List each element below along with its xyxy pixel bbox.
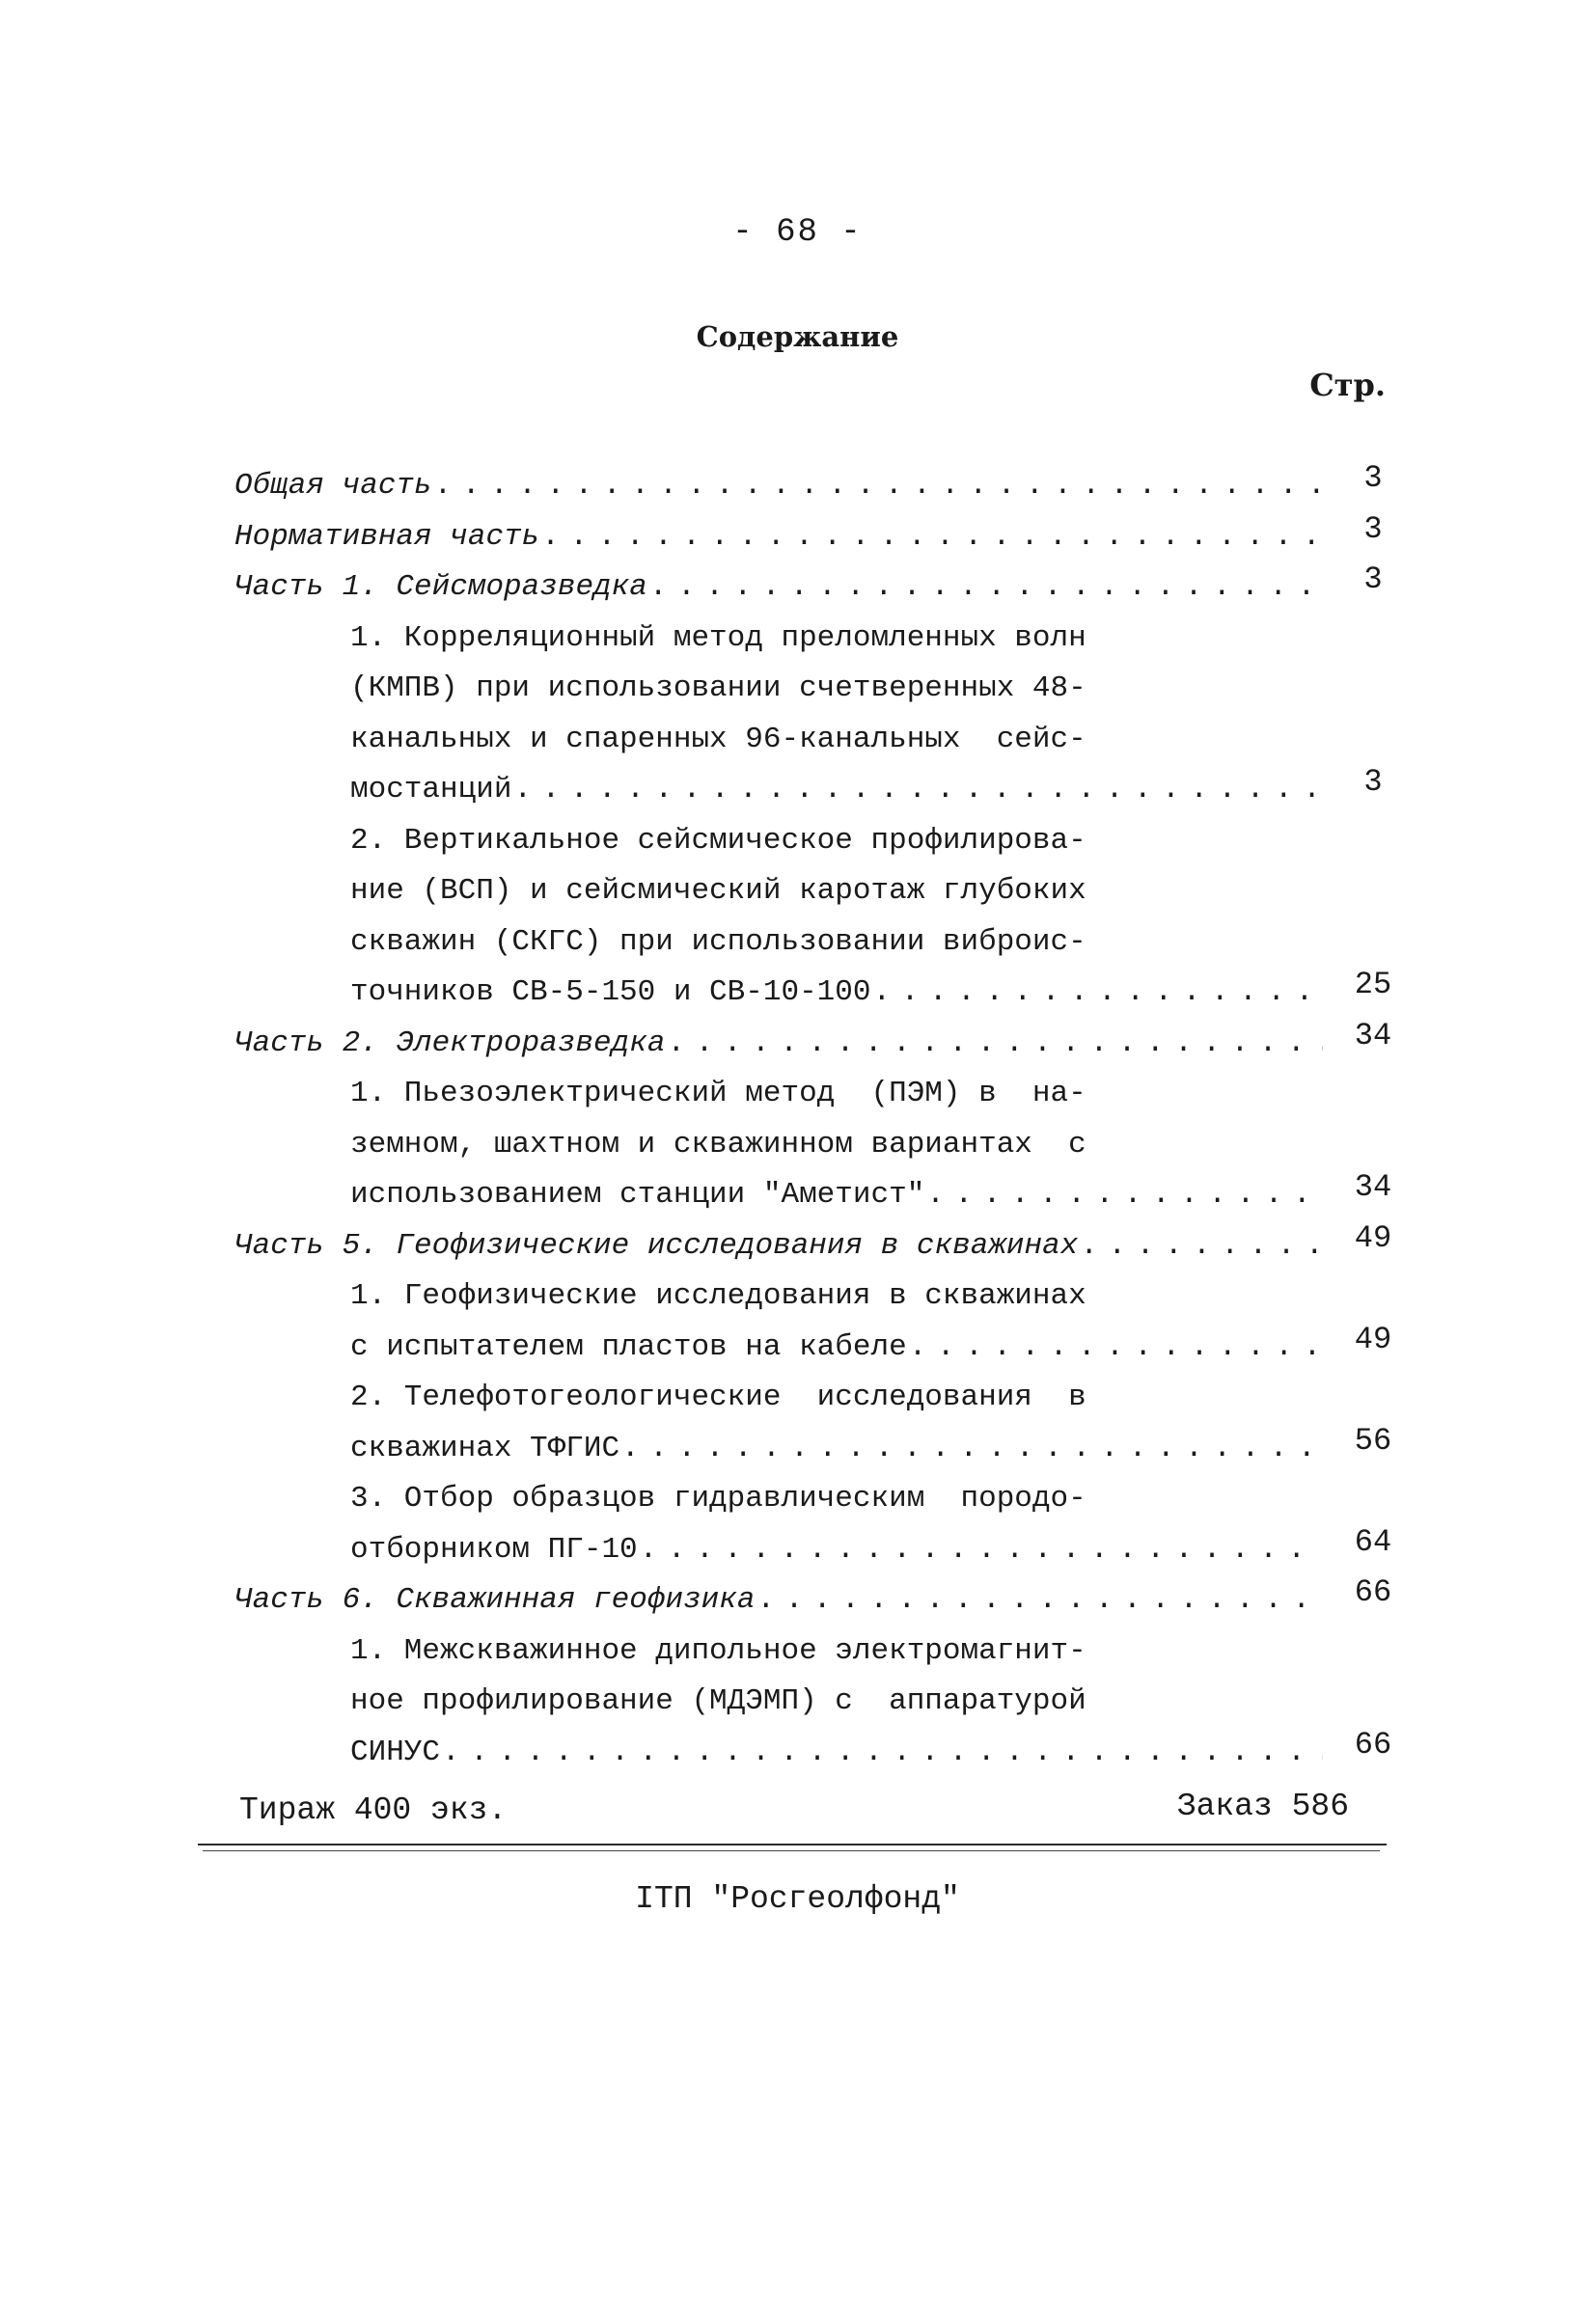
toc-dot-leader bbox=[640, 1525, 1323, 1576]
toc-line-text: Нормативная часть bbox=[234, 519, 540, 554]
toc-page-number: 3 bbox=[1363, 460, 1383, 496]
toc-line-text: 1. Корреляционный метод преломленных волн bbox=[350, 620, 1086, 655]
toc-part-row bbox=[234, 512, 1402, 563]
toc-item-row bbox=[234, 715, 1402, 766]
toc-line-text: с испытателем пластов на кабеле bbox=[350, 1329, 907, 1364]
toc-dot-leader bbox=[667, 1019, 1323, 1070]
toc-dot-leader bbox=[1080, 1221, 1323, 1272]
toc-line-text: Часть 5. Геофизические исследования в скважинах bbox=[234, 1228, 1079, 1263]
toc-line-text: 1. Пьезоэлектрический метод (ПЭМ) в на- bbox=[350, 1077, 1086, 1110]
toc-page-number: 49 bbox=[1354, 1219, 1392, 1256]
toc-item-row bbox=[234, 968, 1402, 1019]
page-column-header: Стр. bbox=[1309, 367, 1386, 403]
toc-part-row bbox=[234, 461, 1402, 512]
toc-item-row bbox=[234, 1069, 1402, 1120]
toc-item-row bbox=[234, 816, 1402, 867]
toc-page-number: 3 bbox=[1363, 561, 1383, 597]
toc-line-text: ние (ВСП) и сейсмический каротаж глубоких bbox=[350, 874, 1086, 908]
toc-page-number: 34 bbox=[1354, 1169, 1392, 1205]
order-number: Заказ 586 bbox=[1176, 1789, 1349, 1824]
toc-line-text: (КМПВ) при использовании счетверенных 48- bbox=[350, 671, 1086, 705]
toc-line-text: отборником ПГ-10 bbox=[350, 1532, 638, 1567]
toc-line-text: точников СВ-5-150 и СВ-10-100 bbox=[350, 975, 871, 1009]
toc-line-text: использованием станции "Аметист" bbox=[350, 1178, 925, 1212]
toc-item-row bbox=[234, 1525, 1402, 1576]
toc-item-row bbox=[234, 664, 1402, 715]
toc-item-row bbox=[234, 1323, 1402, 1374]
toc-page-number: 3 bbox=[1363, 510, 1383, 547]
toc-item-row bbox=[234, 1271, 1402, 1323]
toc-dot-leader bbox=[621, 1424, 1323, 1475]
toc-page-number: 34 bbox=[1354, 1017, 1392, 1053]
toc-item-row bbox=[234, 917, 1402, 969]
table-of-contents bbox=[234, 461, 1402, 1778]
toc-dot-leader bbox=[926, 1170, 1323, 1221]
toc-line-text: СИНУС bbox=[350, 1735, 441, 1769]
footer-divider-thin bbox=[203, 1850, 1380, 1851]
toc-dot-leader bbox=[873, 968, 1324, 1019]
toc-item-row bbox=[234, 1373, 1402, 1424]
toc-item-row bbox=[234, 1170, 1402, 1221]
toc-line-text: скважинах ТФГИС bbox=[350, 1431, 620, 1465]
toc-page-number: 25 bbox=[1354, 967, 1392, 1002]
toc-page-number: 56 bbox=[1354, 1422, 1392, 1459]
toc-line-text: Часть 1. Сейсморазведка bbox=[234, 570, 647, 604]
toc-page-number: 3 bbox=[1363, 764, 1383, 800]
toc-item-row bbox=[234, 1474, 1402, 1525]
toc-part-row bbox=[234, 1019, 1402, 1070]
page-number: - 68 - bbox=[732, 214, 863, 251]
footer-divider bbox=[198, 1844, 1387, 1846]
toc-line-text: мостанций bbox=[350, 773, 512, 807]
toc-line-text: 1. Межскважинное дипольное электромагнит- bbox=[350, 1633, 1086, 1668]
print-run: Тираж 400 экз. bbox=[239, 1792, 508, 1828]
page-title: Содержание bbox=[696, 320, 899, 353]
toc-dot-leader bbox=[434, 461, 1323, 512]
toc-line-text: Часть 6. Скважинная геофизика bbox=[234, 1583, 756, 1617]
toc-page-number: 66 bbox=[1354, 1726, 1392, 1763]
toc-dot-leader bbox=[513, 765, 1323, 816]
toc-page-number: 64 bbox=[1354, 1523, 1392, 1560]
toc-line-text: скважин (СКГС) при использовании виброис- bbox=[350, 924, 1086, 959]
toc-item-row bbox=[234, 765, 1402, 816]
toc-line-text: 3. Отбор образцов гидравлическим породо- bbox=[350, 1482, 1086, 1516]
toc-line-text: канальных и спаренных 96-канальных сейс- bbox=[350, 722, 1086, 756]
toc-page-number: 49 bbox=[1354, 1321, 1392, 1357]
toc-item-row bbox=[234, 1627, 1402, 1678]
toc-part-row bbox=[234, 1575, 1402, 1627]
toc-item-row bbox=[234, 1120, 1402, 1171]
toc-dot-leader bbox=[757, 1575, 1324, 1627]
toc-line-text: ное профилирование (МДЭМП) с аппаратурой bbox=[350, 1684, 1086, 1718]
toc-item-row bbox=[234, 614, 1402, 665]
toc-dot-leader bbox=[541, 512, 1323, 563]
toc-item-row bbox=[234, 1728, 1402, 1779]
toc-line-text: 2. Телефотогеологические исследования в bbox=[350, 1381, 1086, 1414]
toc-line-text: 1. Геофизические исследования в скважинах bbox=[350, 1279, 1086, 1313]
publisher: ІТП "Росгеолфонд" bbox=[635, 1881, 960, 1917]
toc-line-text: Часть 2. Электроразведка bbox=[234, 1025, 666, 1060]
toc-page-number: 66 bbox=[1354, 1574, 1392, 1610]
toc-item-row bbox=[234, 1677, 1402, 1728]
toc-dot-leader bbox=[649, 562, 1323, 614]
toc-part-row bbox=[234, 562, 1402, 614]
toc-line-text: земном, шахтном и скважинном вариантах с bbox=[350, 1127, 1086, 1162]
toc-dot-leader bbox=[442, 1728, 1323, 1779]
toc-line-text: Общая часть bbox=[234, 469, 432, 503]
toc-dot-leader bbox=[909, 1323, 1323, 1374]
toc-part-row bbox=[234, 1221, 1402, 1272]
toc-item-row bbox=[234, 1424, 1402, 1475]
toc-item-row bbox=[234, 866, 1402, 917]
toc-line-text: 2. Вертикальное сейсмическое профилирова- bbox=[350, 823, 1086, 858]
